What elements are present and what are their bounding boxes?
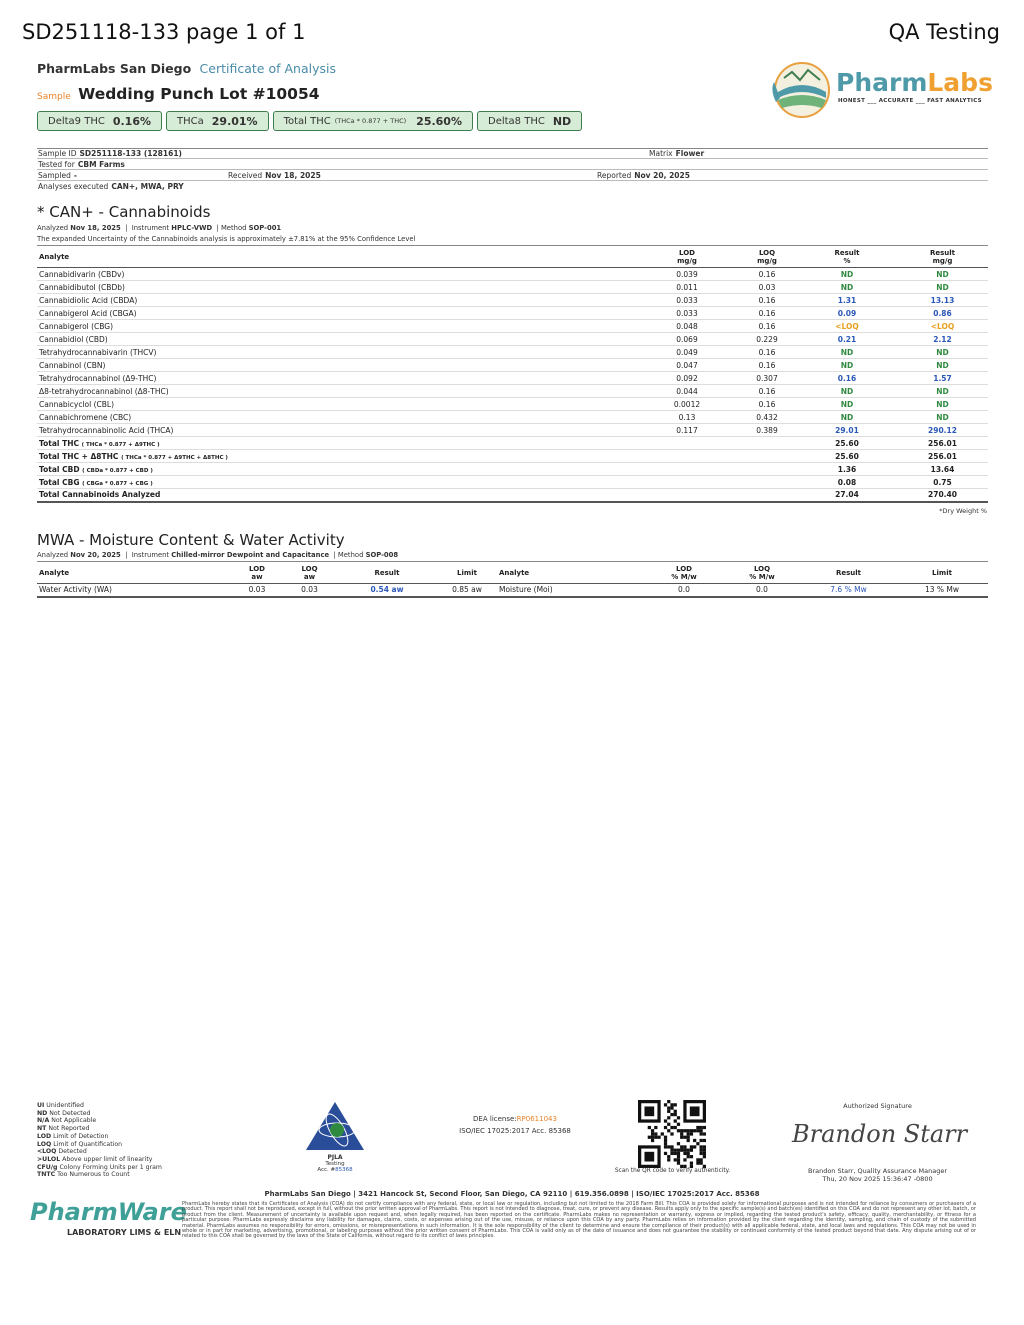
mwa-table — [37, 561, 988, 598]
table-row: Cannabidiolic Acid (CBDA) 0.033 0.16 1.31 13.13 — [37, 294, 988, 307]
legend-item: LOD Limit of Detection — [37, 1132, 109, 1140]
table-row: Cannabidiol (CBD) 0.069 0.229 0.21 2.12 — [37, 333, 988, 346]
badge-thca: THCa 29.01% — [166, 111, 269, 131]
table-row: Cannabichromene (CBC) 0.13 0.432 ND ND — [37, 411, 988, 424]
pharmlabs-logo — [770, 58, 993, 120]
pjla-badge: PJLA Testing Acc. #85368 — [300, 1100, 370, 1173]
sample-line — [37, 85, 320, 103]
lab-name: PharmLabs San Diego — [37, 61, 192, 76]
col-analyte: Analyte — [37, 246, 637, 268]
sample-info — [37, 148, 988, 192]
coa-label: Certificate of Analysis — [199, 61, 336, 76]
doc-title: SD251118-133 page 1 of 1 — [22, 20, 306, 44]
info-row-dates: Sampled - Received Nov 18, 2025 Reported Nov 20, 2025 — [37, 170, 988, 181]
table-row: Cannabidibutol (CBDb) 0.011 0.03 ND ND — [37, 281, 988, 294]
table-row: Cannabigerol (CBG) 0.048 0.16 <LOQ <LOQ — [37, 320, 988, 333]
legal-disclaimer: PharmLabs hereby states that its Certificates of Analysis (COA) do not certify compliance with any federal, state, or local law or regulation, including but not limited to the 2018 Farm Bill. This COA is provided solely for informational purposes and is not intended for reliance by consumers or purchasers of a product. This report shall not be reproduced, except in full, without the prior written approval of PharmLabs. This report is not intended to diagnose, treat, cure, or prevent any disease. Results apply only to the specific sample(s) and batch(es) identified on this COA and do not represent any other lot, batch, or product from the client. Measurement of uncertainty is available upon request and, when legally required, has been reported on the certificate. PharmLabs makes no representation or warranty, express or implied, regarding the tested product's safety, efficacy, quality, merchantability, or fitness for a particular purpose. PharmLabs expressly disclaims any liability for damages, claims, costs, or expenses arising out of the use, misuse, or reliance upon this COA by any party. PharmLabs relies on information provided by the client regarding the identity, sampling, and chain of custody of the submitted material. PharmLabs assumes no responsibility for errors, omissions, or misrepresentations in such information. It is the sole responsibility of the client to determine and ensure the compliance of their product(s) with all applicable federal, state, and local laws and regulations. This COA may not be used in whole or in part for marketing, advertising, promotional, or labeling purposes without the prior written consent of PharmLabs. This COA is valid only as of the date of issuance and does not guarantee the stability or continued conformity of the tested product beyond that date. Any dispute arising out of or related to this COA shall be governed by the laws of the State of California, without regard to its conflict of laws principles. — [182, 1201, 976, 1240]
mwa-meta: Analyzed Nov 20, 2025 | Instrument Chilled-mirror Dewpoint and Capacitance | Method SOP-008 — [37, 551, 399, 559]
handwritten-signature: Brandon Starr — [792, 1120, 968, 1148]
qa-testing-title: QA Testing — [888, 20, 1000, 44]
logo-wordmark: PharmLabs — [836, 68, 993, 97]
table-row: Cannabicyclol (CBL) 0.0012 0.16 ND ND — [37, 398, 988, 411]
legend-item: <LOQ Detected — [37, 1148, 87, 1156]
qr-caption: Scan the QR code to verify authenticity. — [614, 1168, 731, 1174]
sample-name: Wedding Punch Lot #10054 — [78, 85, 320, 103]
page-header — [22, 20, 1000, 44]
legend-item: LOQ Limit of Quantification — [37, 1140, 123, 1148]
total-row: Total CBG ( CBGa * 0.877 + CBG ) 0.08 0.75 — [37, 476, 988, 489]
lab-line — [37, 61, 336, 76]
table-row: Δ8-tetrahydrocannabinol (Δ8-THC) 0.044 0.16 ND ND — [37, 385, 988, 398]
summary-badges — [37, 111, 582, 131]
info-row-analyses: Analyses executed CAN+, MWA, PRY — [38, 182, 184, 191]
info-row-sample-id: Sample ID SD251118-133 (128161) Matrix Flower — [37, 148, 988, 159]
badge-total-thc: Total THC (THCa * 0.877 + THC) 25.60% — [273, 111, 473, 131]
mwa-title: MWA - Moisture Content & Water Activity — [37, 531, 345, 549]
cannabinoids-table — [37, 245, 988, 503]
cannabinoids-header-row — [37, 246, 988, 268]
total-row: Total Cannabinoids Analyzed 27.04 270.40 — [37, 489, 988, 502]
lab-address: PharmLabs San Diego | 3421 Hancock St, Second Floor, San Diego, CA 92110 | 619.356.0898 | ISO/IEC 17025:2017 Acc. 85368 — [264, 1190, 760, 1198]
legend-item: N/A Not Applicable — [37, 1117, 97, 1125]
table-row: Tetrahydrocannabivarin (THCV) 0.049 0.16 ND ND — [37, 346, 988, 359]
info-row-tested-for: Tested for CBM Farms — [37, 159, 988, 170]
table-row: Tetrahydrocannabinol (Δ9-THC) 0.092 0.307 0.16 1.57 — [37, 372, 988, 385]
abbreviation-legend — [37, 1102, 162, 1179]
col-lod: LOD mg/g — [637, 246, 737, 268]
table-row: Tetrahydrocannabinolic Acid (THCA) 0.117 0.389 29.01 290.12 — [37, 424, 988, 437]
cannabinoids-title: * CAN+ - Cannabinoids — [37, 203, 211, 221]
table-row: Cannabigerol Acid (CBGA) 0.033 0.16 0.09 0.86 — [37, 307, 988, 320]
pjla-triangle-icon — [304, 1100, 366, 1152]
verification-qr-code[interactable] — [638, 1100, 706, 1168]
total-row: Total CBD ( CBDa * 0.877 + CBD ) 1.36 13.64 — [37, 463, 988, 476]
signature-title: Authorized Signature — [843, 1102, 912, 1110]
legend-item: ND Not Detected — [37, 1109, 91, 1117]
badge-delta9-thc: Delta9 THC 0.16% — [37, 111, 162, 131]
uncertainty-note: The expanded Uncertainty of the Cannabinoids analysis is approximately ±7.81% at the 95% Confidence Level — [37, 235, 416, 243]
logo-tagline: HONEST ___ ACCURATE ___ FAST ANALYTICS — [838, 98, 982, 104]
cannabinoids-meta: Analyzed Nov 18, 2025 | Instrument HPLC-VWD | Method SOP-001 — [37, 224, 282, 232]
dry-weight-note: *Dry Weight % — [939, 507, 987, 515]
total-row: Total THC + Δ8THC ( THCa * 0.877 + Δ9THC + Δ8THC ) 25.60 256.01 — [37, 450, 988, 463]
legend-item: NT Not Reported — [37, 1125, 90, 1133]
signatory: Brandon Starr, Quality Assurance Manager Thu, 20 Nov 2025 15:36:47 -0800 — [807, 1167, 948, 1183]
table-row: Cannabinol (CBN) 0.047 0.16 ND ND — [37, 359, 988, 372]
legend-item: UI Unidentified — [37, 1102, 84, 1109]
sample-tag: Sample — [37, 92, 71, 102]
table-row: Water Activity (WA) 0.03 0.03 0.54 aw 0.85 aw Moisture (Moi) 0.0 0.0 7.6 % Mw 13 % Mw — [37, 584, 988, 597]
mwa-header-row: Analyte LOD aw LOQ aw Result Limit Analyte LOD % M/w LOQ % M/w Result Limit — [37, 562, 988, 584]
col-loq: LOQ mg/g — [737, 246, 797, 268]
col-result-pct: Result % — [797, 246, 897, 268]
legend-item: TNTC Too Numerous to Count — [37, 1171, 130, 1179]
pharmware-logo: PharmWare LABORATORY LIMS & ELN — [30, 1198, 187, 1237]
total-row: Total THC ( THCa * 0.877 + Δ9THC ) 25.60 256.01 — [37, 437, 988, 450]
dea-license: DEA license:RP0611043 ISO/IEC 17025:2017 Acc. 85368 — [459, 1115, 571, 1135]
legend-item: CFU/g Colony Forming Units per 1 gram — [37, 1163, 162, 1171]
table-row: Cannabidivarin (CBDv) 0.039 0.16 ND ND — [37, 268, 988, 281]
col-result-mg: Result mg/g — [897, 246, 988, 268]
legend-item: >ULOL Above upper limit of linearity — [37, 1155, 153, 1163]
pharmlabs-emblem-icon — [770, 58, 834, 120]
badge-delta8-thc: Delta8 THC ND — [477, 111, 582, 131]
